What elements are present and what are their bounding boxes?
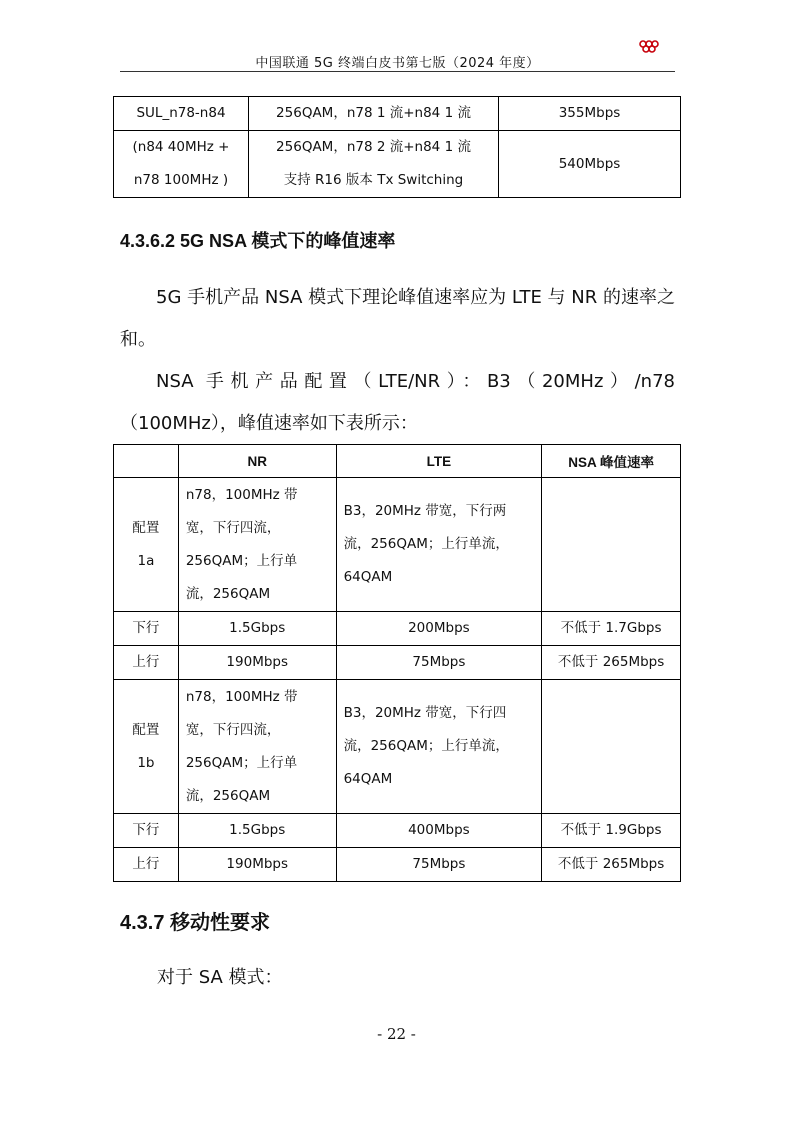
table-cell: 下行 <box>114 612 179 646</box>
nsa-config <box>542 680 681 814</box>
table-cell: 不低于 1.7Gbps <box>542 612 681 646</box>
table-cell: 下行 <box>114 814 179 848</box>
nsa-config <box>542 478 681 612</box>
table-cell: 不低于 1.9Gbps <box>542 814 681 848</box>
china-unicom-logo <box>615 40 675 70</box>
table-cell: 540Mbps <box>499 131 681 198</box>
uplink-row <box>114 646 681 680</box>
cell-line: 配置 <box>132 519 160 536</box>
table-cell: 不低于 265Mbps <box>542 848 681 882</box>
cell-line: 流，256QAM；上行单流， <box>343 536 509 552</box>
cell-line: 64QAM <box>343 569 393 585</box>
lte-config <box>336 680 542 814</box>
table-cell: 200Mbps <box>336 612 542 646</box>
section-heading: 4.3.7 移动性要求 <box>120 912 271 934</box>
table-cell: 190Mbps <box>178 646 336 680</box>
knot-icon <box>633 40 673 54</box>
section-heading: 4.3.6.2 5G NSA 模式下的峰值速率 <box>120 231 396 251</box>
uplink-row <box>114 848 681 882</box>
downlink-row <box>114 814 681 848</box>
cell-line: 流，256QAM <box>185 787 271 804</box>
table-cell: 400Mbps <box>336 814 542 848</box>
table-cell: SUL_n78-n84 <box>114 97 249 131</box>
table-cell: 256QAM，n78 1 流+n84 1 流 <box>249 97 499 131</box>
table-row <box>114 97 681 131</box>
column-header: LTE <box>336 445 542 478</box>
cell-line: B3，20MHz 带宽，下行两 <box>343 503 507 519</box>
table-cell: 190Mbps <box>178 848 336 882</box>
cell-line: n78，100MHz 带 <box>185 486 298 503</box>
column-header: NSA 峰值速率 <box>542 445 681 478</box>
table-cell: 1.5Gbps <box>178 612 336 646</box>
body-paragraph: NSA 手机产品配置（LTE/NR）：B3（20MHz）/n78（100MHz），峰值速率如下表所示： <box>120 371 675 434</box>
cell-line: 256QAM，n78 2 流+n84 1 流 <box>276 139 471 155</box>
cell-line: 1a <box>137 552 155 569</box>
table-cell: 不低于 265Mbps <box>542 646 681 680</box>
table-cell <box>249 131 499 198</box>
cell-line: 1b <box>137 754 155 771</box>
nsa-peak-rate-table <box>113 444 681 882</box>
config-row <box>114 680 681 814</box>
table-cell: 355Mbps <box>499 97 681 131</box>
cell-line: 64QAM <box>343 771 393 787</box>
config-row <box>114 478 681 612</box>
cell-line: 256QAM；上行单 <box>185 754 298 771</box>
page-header <box>120 40 675 72</box>
cell-line: 支持 R16 版本 Tx Switching <box>283 172 464 188</box>
cell-line: 宽，下行四流， <box>185 721 281 738</box>
body-paragraph: 5G 手机产品 NSA 模式下理论峰值速率应为 LTE 与 NR 的速率之和。 <box>120 287 675 350</box>
config-label <box>114 680 179 814</box>
table-cell: 上行 <box>114 848 179 882</box>
cell-line: n78，100MHz 带 <box>185 688 298 705</box>
table-header-row <box>114 445 681 478</box>
table-cell: 上行 <box>114 646 179 680</box>
table-cell: 75Mbps <box>336 646 542 680</box>
page-number: - 22 - <box>377 1025 416 1043</box>
downlink-row <box>114 612 681 646</box>
header-title: 中国联通 5G 终端白皮书第七版（2024 年度） <box>255 56 540 71</box>
lte-config <box>336 478 542 612</box>
cell-line: B3，20MHz 带宽，下行四 <box>343 705 507 721</box>
nr-config <box>178 478 336 612</box>
column-header <box>114 445 179 478</box>
cell-line: 256QAM；上行单 <box>185 552 298 569</box>
table-row <box>114 131 681 198</box>
nr-config <box>178 680 336 814</box>
table-cell: 75Mbps <box>336 848 542 882</box>
cell-line: 流，256QAM；上行单流， <box>343 738 509 754</box>
cell-line: 流，256QAM <box>185 585 271 602</box>
table-cell: 1.5Gbps <box>178 814 336 848</box>
cell-line: n78 100MHz ) <box>133 172 229 188</box>
sul-rate-table <box>113 96 681 198</box>
body-paragraph: 对于 SA 模式： <box>157 967 283 988</box>
cell-line: 宽，下行四流， <box>185 519 281 536</box>
cell-line: 配置 <box>132 721 160 738</box>
config-label <box>114 478 179 612</box>
table-cell <box>114 131 249 198</box>
cell-line: (n84 40MHz + <box>132 139 230 155</box>
column-header: NR <box>178 445 336 478</box>
